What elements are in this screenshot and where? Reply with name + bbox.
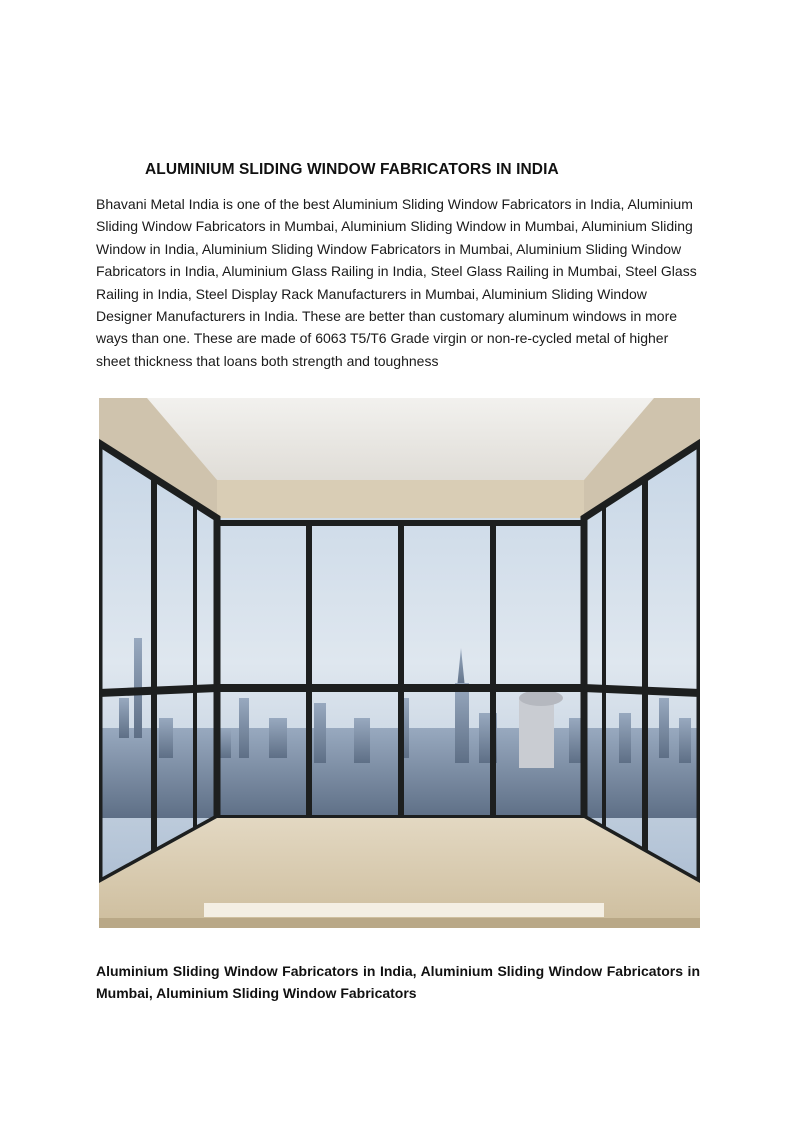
body-paragraph: Bhavani Metal India is one of the best Aluminium Sliding Window Fabricators in India, Aluminium Sliding Window Fabricators in Mumbai, Aluminium Sliding Window in Mumbai, Aluminium Sliding Window in India, Aluminium Sliding Window Fabricators in Mumbai, Aluminium Sliding Window Fabricators in India, Aluminium Glass Railing in India, Steel Glass Railing in Mumbai, Steel Glass Railing in India, Steel Display Rack Manufacturers in Mumbai, Aluminium Sliding Window Designer Manufacturers in India. These are better than customary aluminum windows in more ways than one. These are made of 6063 T5/T6 Grade virgin or non-re-cycled metal of higher sheet thickness that loans both strength and toughness bbox=[96, 196, 697, 369]
page-title: ALUMINIUM SLIDING WINDOW FABRICATORS IN INDIA bbox=[145, 161, 559, 178]
sliding-window-photo bbox=[99, 398, 700, 928]
image-caption: Aluminium Sliding Window Fabricators in India, Aluminium Sliding Window Fabricators in Mumbai, Aluminium Sliding Window Fabricators bbox=[96, 963, 700, 1001]
